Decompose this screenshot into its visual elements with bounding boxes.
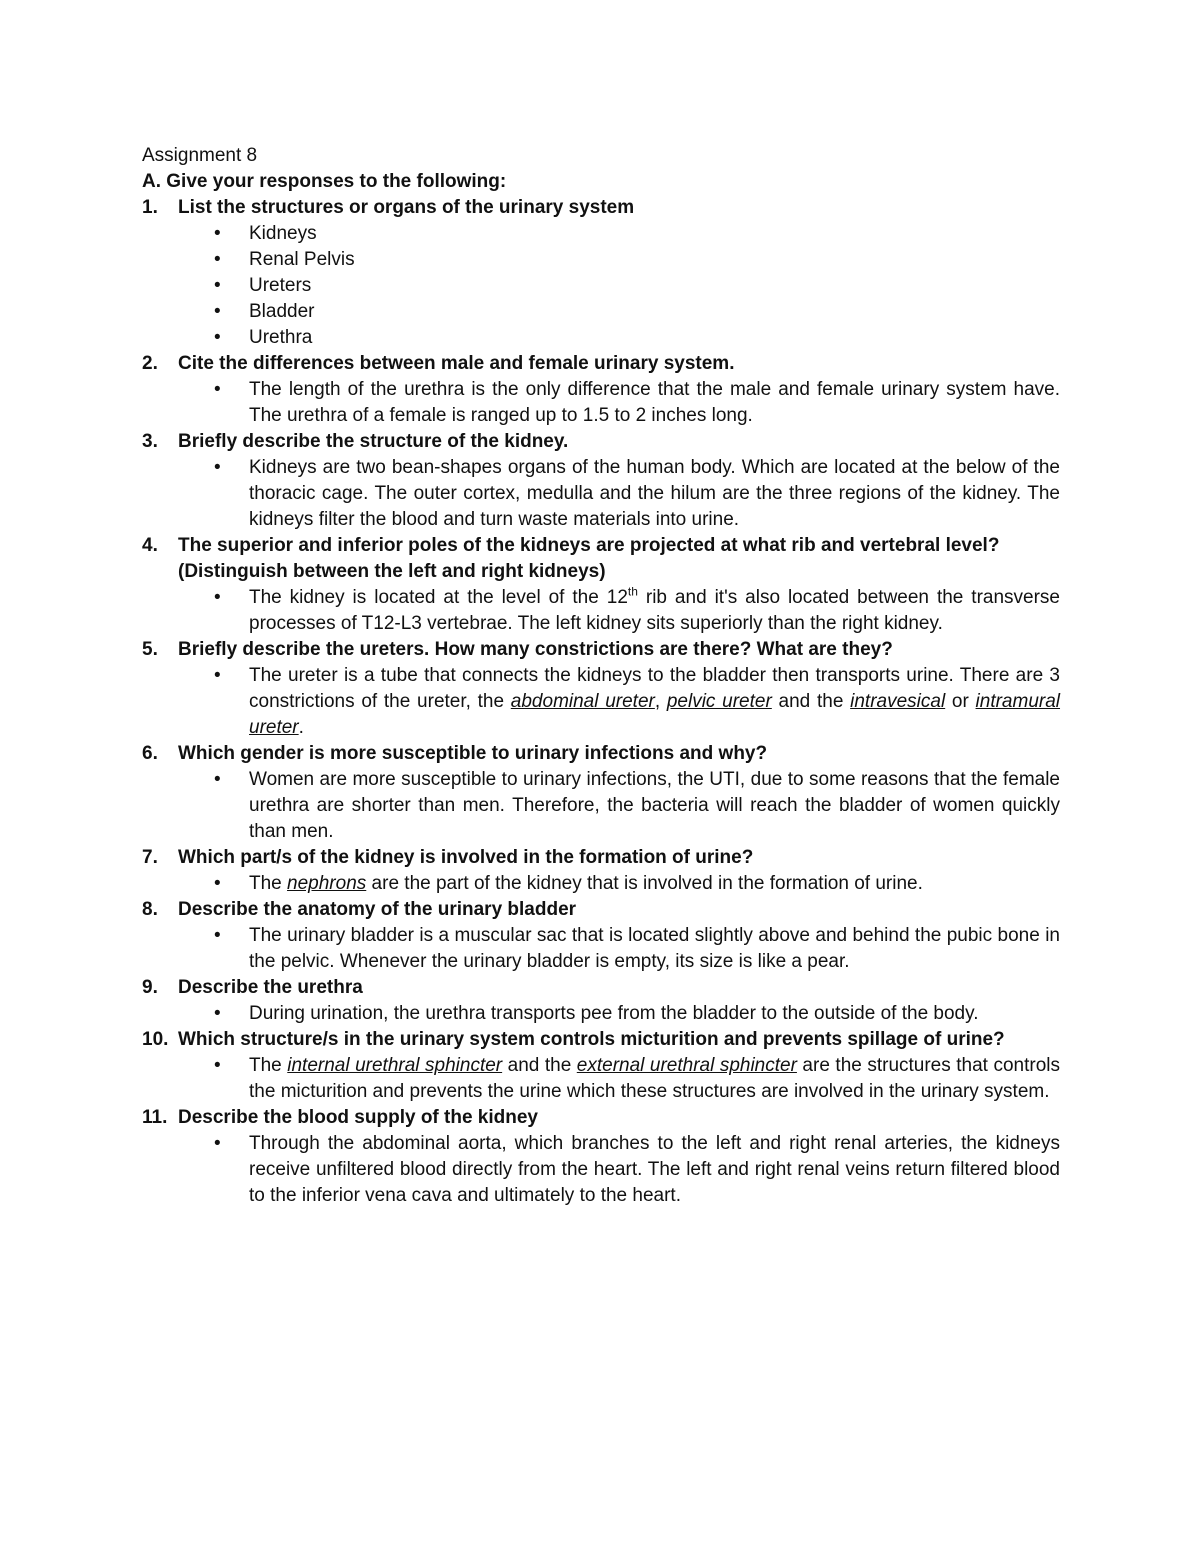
term-intramural-ureter: intramural ureter bbox=[249, 691, 1061, 738]
question-text: Describe the blood supply of the kidney bbox=[178, 1107, 538, 1128]
question-number: 11. bbox=[142, 1107, 168, 1128]
bullet-icon: • bbox=[214, 379, 221, 400]
answer-4 bbox=[142, 585, 1060, 637]
bullet-icon: • bbox=[214, 327, 221, 348]
question-1 bbox=[142, 195, 1060, 221]
question-number: 4. bbox=[142, 535, 158, 556]
answer-text: Through the abdominal aorta, which branches to the left and right renal arteries, the kidneys receive unfiltered blood directly from the heart. The left and right renal veins return filtered blood to the inferior vena cava and ultimately to the heart. bbox=[249, 1133, 1060, 1206]
question-number: 9. bbox=[142, 977, 158, 998]
ordinal-suffix: th bbox=[627, 584, 638, 599]
question-number: 1. bbox=[142, 197, 158, 218]
answer-text: are the structures that controls the micturition and prevents the urine which these structures are involved in the urinary system. bbox=[249, 1055, 1060, 1102]
question-number: 7. bbox=[142, 847, 158, 868]
question-text: Describe the anatomy of the urinary bladder bbox=[178, 899, 577, 920]
answer-11 bbox=[142, 1131, 1060, 1209]
bullet-icon: • bbox=[214, 873, 221, 894]
answer-text: Kidneys are two bean-shapes organs of the human body. Which are located at the below of the thoracic cage. The outer cortex, medulla and the hilum are the three regions of the kidney. The kidneys filter the blood and turn waste materials into urine. bbox=[249, 457, 1060, 530]
bullet-icon: • bbox=[214, 1133, 221, 1154]
question-4 bbox=[142, 533, 1060, 585]
question-number: 6. bbox=[142, 743, 158, 764]
answer-2 bbox=[142, 377, 1060, 429]
term-internal-urethral-sphincter: internal urethral sphincter bbox=[287, 1055, 503, 1076]
bullet-icon: • bbox=[214, 1055, 221, 1076]
list-item: • Kidneys bbox=[142, 221, 1060, 247]
question-6 bbox=[142, 741, 1060, 767]
document-body bbox=[142, 143, 1060, 1209]
question-number: 5. bbox=[142, 639, 158, 660]
answer-text: The length of the urethra is the only difference that the male and female urinary system have. The urethra of a female is ranged up to 1.5 to 2 inches long. bbox=[249, 379, 1060, 426]
answer-7 bbox=[142, 871, 1060, 897]
question-text: List the structures or organs of the urinary system bbox=[178, 197, 635, 218]
term-intravesical: intravesical bbox=[850, 691, 946, 712]
term-abdominal-ureter: abdominal ureter bbox=[510, 691, 655, 712]
question-text: Briefly describe the ureters. How many constrictions are there? What are they? bbox=[178, 639, 893, 660]
answer-text: The bbox=[249, 1055, 288, 1076]
question-text: The superior and inferior poles of the kidneys are projected at what rib and vertebral level? (Distinguish between the left and right kidneys) bbox=[178, 535, 1000, 582]
question-10 bbox=[142, 1027, 1060, 1053]
answer-3 bbox=[142, 455, 1060, 533]
section-heading: A. Give your responses to the following: bbox=[142, 171, 507, 192]
bullet-icon: • bbox=[214, 249, 221, 270]
term-nephrons: nephrons bbox=[287, 873, 367, 894]
question-9 bbox=[142, 975, 1060, 1001]
question-text: Which part/s of the kidney is involved in the formation of urine? bbox=[178, 847, 754, 868]
bullet-icon: • bbox=[214, 301, 221, 322]
page-title: Assignment 8 bbox=[142, 145, 258, 166]
question-text: Which structure/s in the urinary system controls micturition and prevents spillage of urine? bbox=[178, 1029, 1005, 1050]
question-7 bbox=[142, 845, 1060, 871]
bullet-icon: • bbox=[214, 587, 221, 608]
question-text: Briefly describe the structure of the kidney. bbox=[178, 431, 569, 452]
answer-text: rib and it's also located between the transverse processes of T12-L3 vertebrae. The left kidney sits superiorly than the right kidney. bbox=[249, 587, 1061, 634]
question-2 bbox=[142, 351, 1060, 377]
question-5 bbox=[142, 637, 1060, 663]
answer-text: The ureter is a tube that connects the kidneys to the bladder then transports urine. There are 3 constrictions of the ureter, the bbox=[249, 665, 1060, 712]
list-item: • Bladder bbox=[142, 299, 1060, 325]
question-number: 2. bbox=[142, 353, 158, 374]
term-pelvic-ureter: pelvic ureter bbox=[666, 691, 772, 712]
question-text: Describe the urethra bbox=[178, 977, 363, 998]
bullet-icon: • bbox=[214, 275, 221, 296]
question-3 bbox=[142, 429, 1060, 455]
question-text: Cite the differences between male and female urinary system. bbox=[178, 353, 735, 374]
answer-10: • The internal urethral sphincter and the external urethral sphincter are the structures that controls the micturition and prevents the urine which these structures are involved in the urinary system. bbox=[214, 1055, 1060, 1102]
answer-text: The bbox=[249, 873, 288, 894]
bullet-icon: • bbox=[214, 665, 221, 686]
answer-text: Women are more susceptible to urinary infections, the UTI, due to some reasons that the female urethra are shorter than men. Therefore, the bacteria will reach the bladder of women quickly than men. bbox=[249, 769, 1060, 842]
bullet-icon: • bbox=[214, 925, 221, 946]
list-item: • Renal Pelvis bbox=[142, 247, 1060, 273]
question-number: 3. bbox=[142, 431, 158, 452]
answer-1-list bbox=[142, 221, 1060, 351]
bullet-icon: • bbox=[214, 223, 221, 244]
bullet-icon: • bbox=[214, 769, 221, 790]
answer-text: During urination, the urethra transports pee from the bladder to the outside of the body. bbox=[249, 1003, 979, 1024]
term-external-urethral-sphincter: external urethral sphincter bbox=[576, 1055, 797, 1076]
list-item: • Ureters bbox=[142, 273, 1060, 299]
answer-5: • The ureter is a tube that connects the kidneys to the bladder then transports urine. There are 3 constrictions of the ureter, the abdominal ureter, pelvic ureter and the intravesical or intramural ureter. bbox=[214, 665, 1061, 738]
question-text: Which gender is more susceptible to urinary infections and why? bbox=[178, 743, 768, 764]
question-number: 10. bbox=[142, 1029, 169, 1050]
bullet-icon: • bbox=[214, 457, 221, 478]
answer-text: The kidney is located at the level of the 12 bbox=[249, 587, 628, 608]
answer-text: are the part of the kidney that is involved in the formation of urine. bbox=[366, 873, 923, 894]
question-number: 8. bbox=[142, 899, 158, 920]
answer-8 bbox=[142, 923, 1060, 975]
question-8 bbox=[142, 897, 1060, 923]
bullet-icon: • bbox=[214, 1003, 221, 1024]
answer-9 bbox=[142, 1001, 1060, 1027]
answer-6 bbox=[142, 767, 1060, 845]
answer-text: The urinary bladder is a muscular sac that is located slightly above and behind the pubic bone in the pelvic. Whenever the urinary bladder is empty, its size is like a pear. bbox=[249, 925, 1060, 972]
question-11 bbox=[142, 1105, 1060, 1131]
list-item: • Urethra bbox=[142, 325, 1060, 351]
